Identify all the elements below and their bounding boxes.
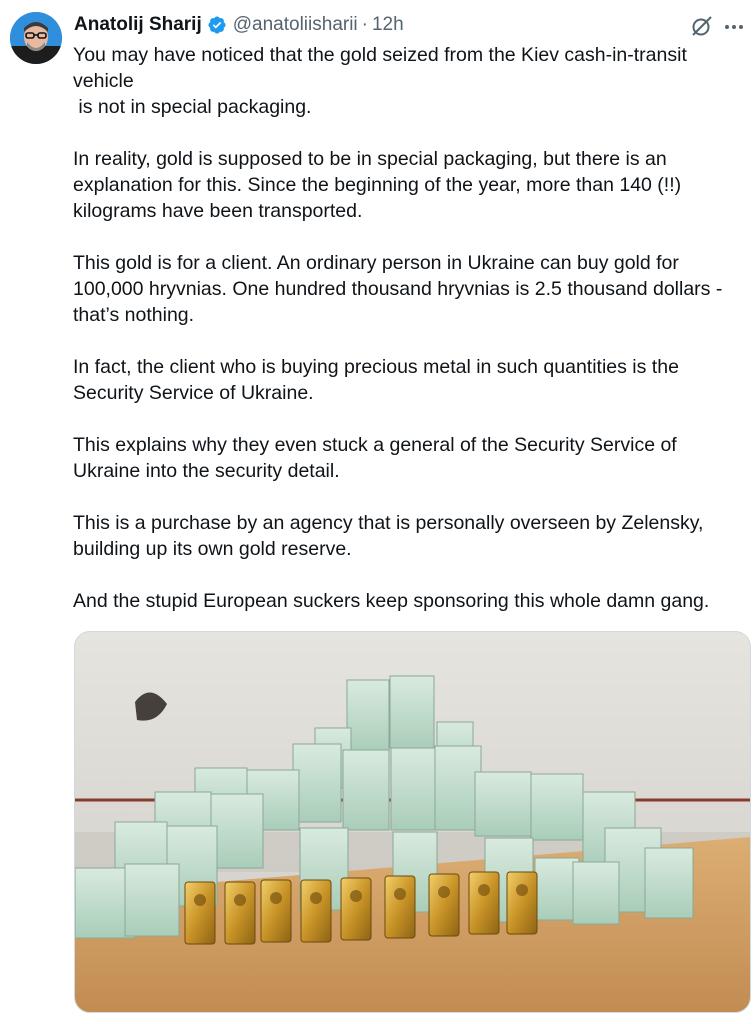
timestamp[interactable]: 12h xyxy=(371,14,404,35)
separator-dot: · xyxy=(361,14,368,35)
avatar[interactable] xyxy=(10,12,62,64)
tweet-paragraph-4: In fact, the client who is buying precious metal in such quantities is the Security Service of Ukraine. xyxy=(73,356,685,404)
tweet-paragraph-1: You may have noticed that the gold seized from the Kiev cash-in-transit vehicle is not in special packaging. xyxy=(73,44,687,118)
tweet-paragraph-3: This gold is for a client. An ordinary person in Ukraine can buy gold for 100,000 hryvnias. One hundred thousand hryvnias is 2.5 thousand dollars - that’s nothing. xyxy=(73,252,728,326)
verified-badge-icon[interactable] xyxy=(207,15,227,35)
tweet-paragraph-2: In reality, gold is supposed to be in special packaging, but there is an explanation for this. Since the beginning of the year, more than 140 (!!) kilograms have been transported. xyxy=(73,148,687,222)
tweet-paragraph-5: This explains why they even stuck a general of the Security Service of Ukraine into the security detail. xyxy=(73,434,683,482)
grok-icon[interactable] xyxy=(690,16,712,38)
tweet-photo[interactable] xyxy=(74,631,751,1013)
author-handle[interactable]: @anatoliisharii xyxy=(232,14,358,35)
tweet-paragraph-6: This is a purchase by an agency that is personally overseen by Zelensky, building up its own gold reserve. xyxy=(73,512,709,560)
author-name[interactable]: Anatolij Sharij xyxy=(74,14,202,35)
tweet-text xyxy=(73,42,749,614)
more-options-icon[interactable] xyxy=(722,16,746,38)
tweet-header xyxy=(74,12,404,38)
tweet-paragraph-7: And the stupid European suckers keep sponsoring this whole damn gang. xyxy=(73,590,710,612)
